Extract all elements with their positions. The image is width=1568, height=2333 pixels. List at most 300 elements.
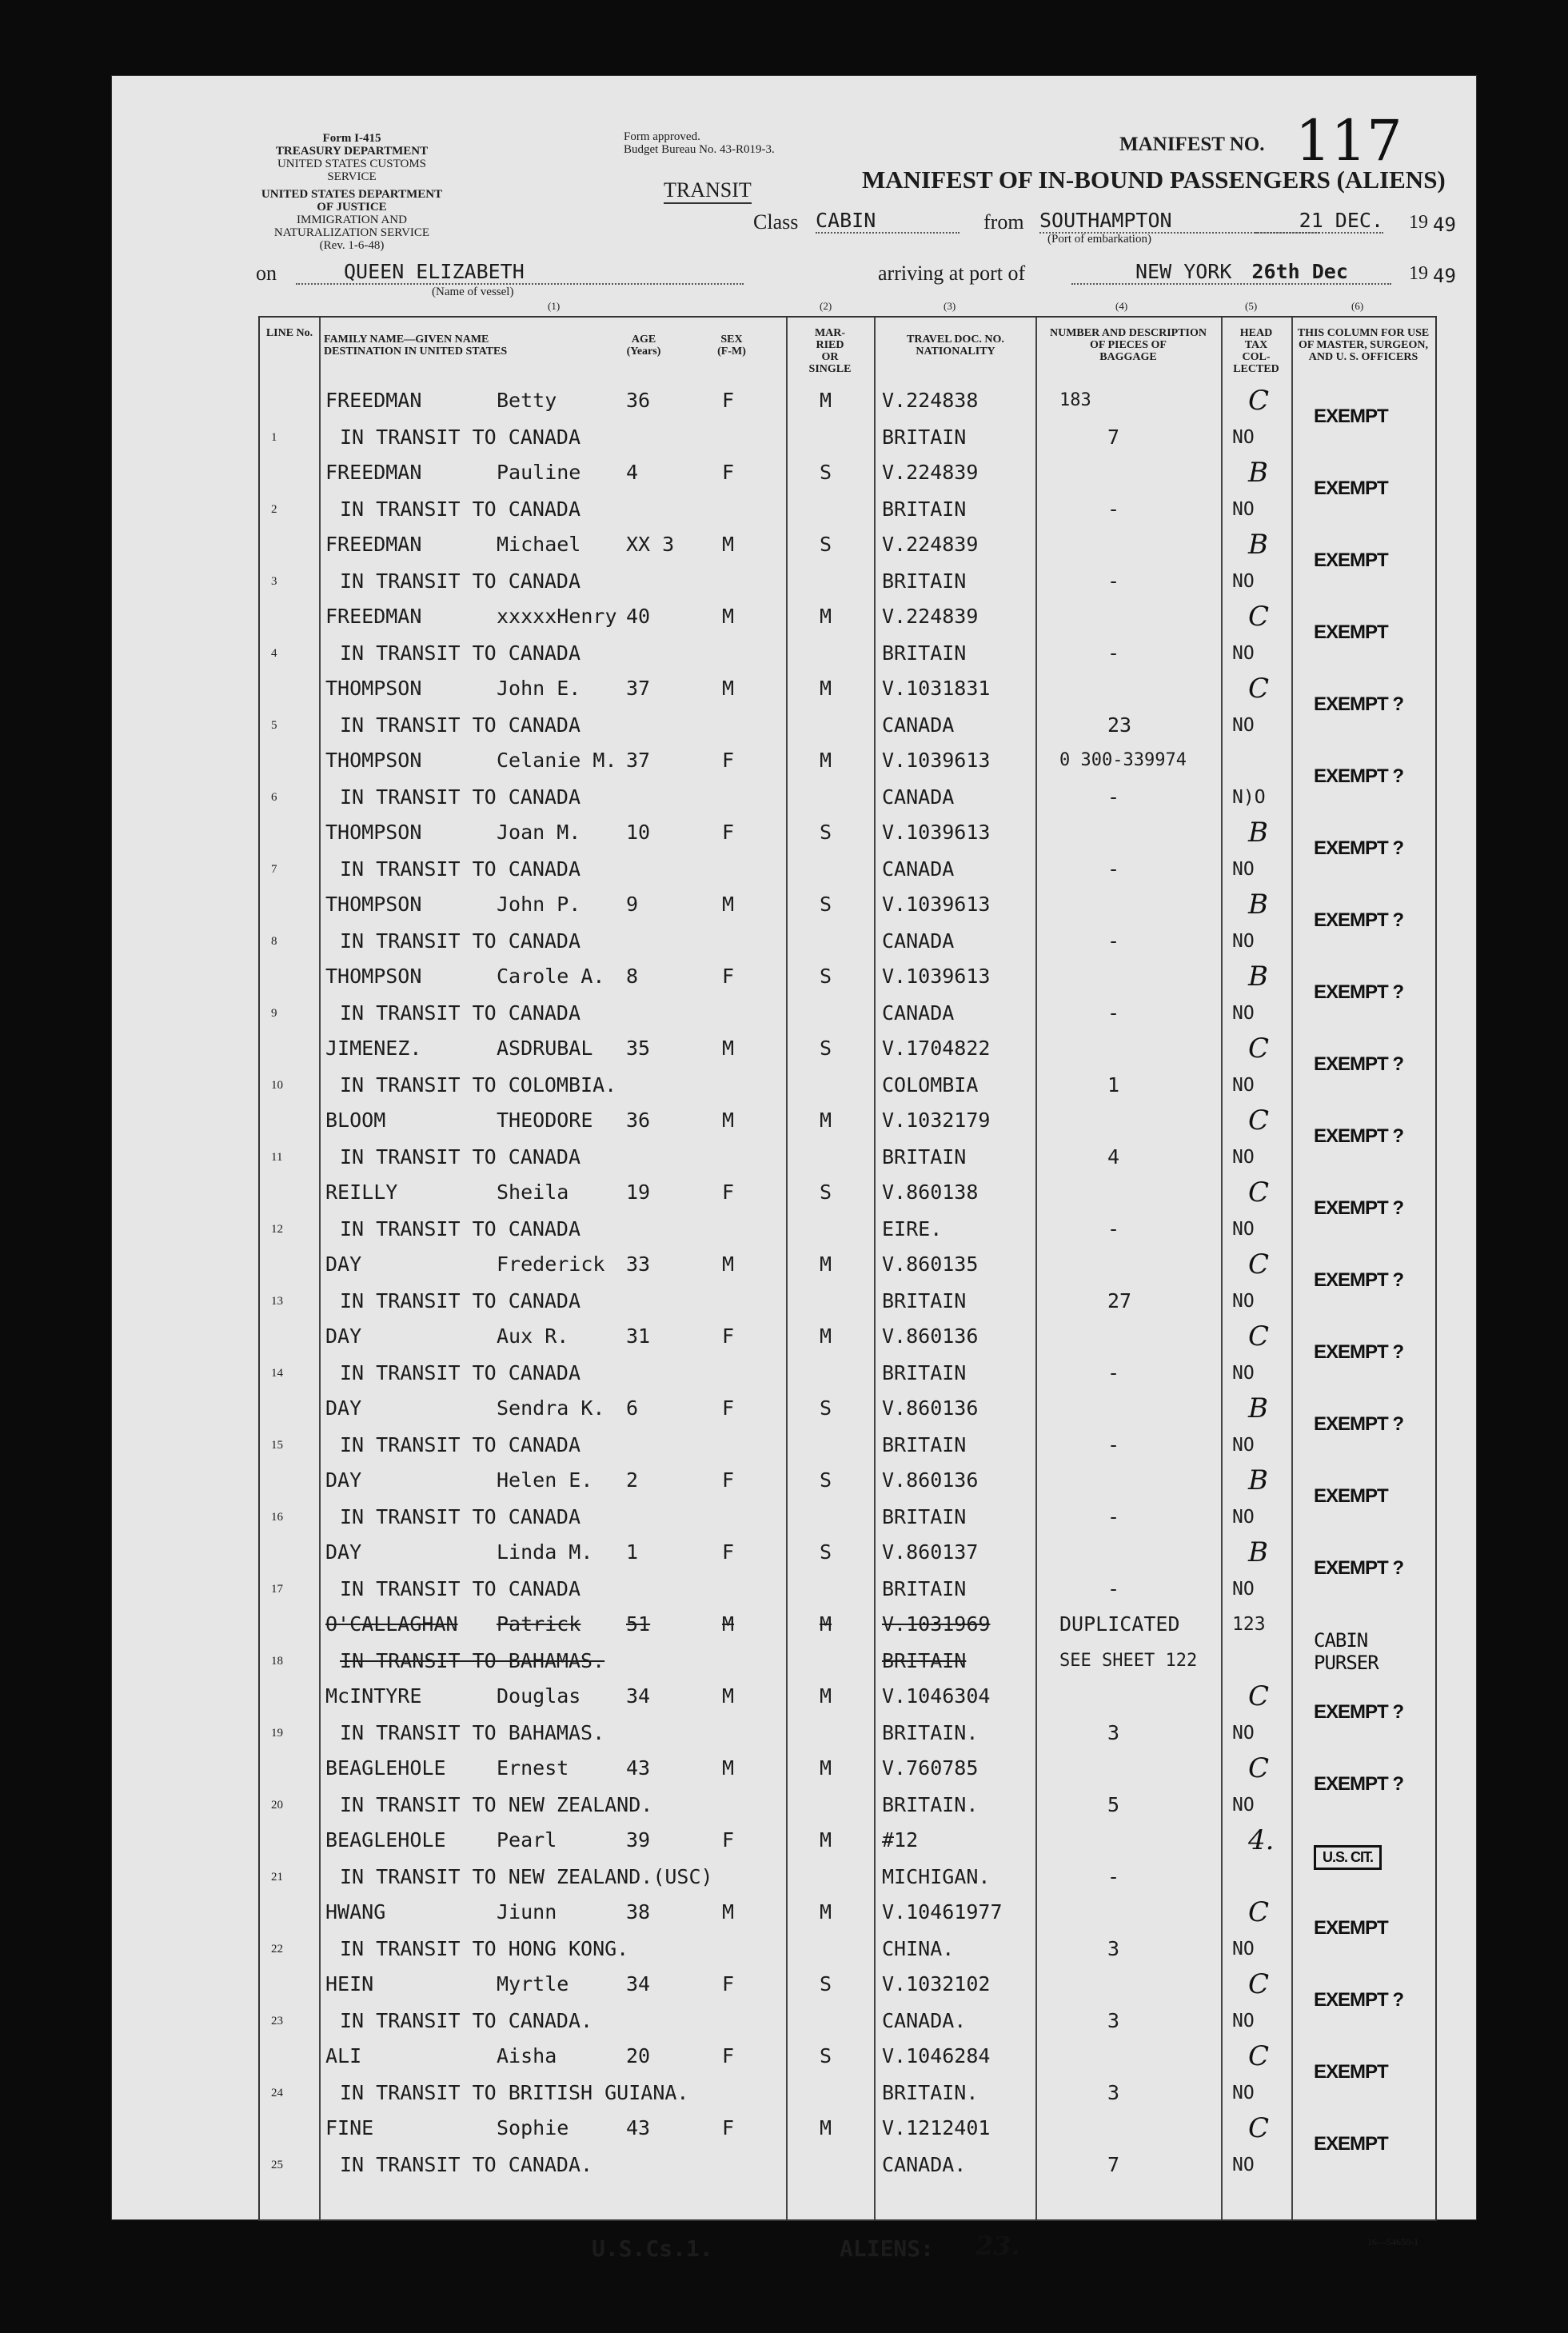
line-number: 6 [271,791,277,804]
manifest-title: MANIFEST OF IN-BOUND PASSENGERS (ALIENS) [862,166,1446,194]
line-number: 8 [271,935,277,948]
line-number: 1 [271,431,277,444]
baggage-count: - [1107,569,1120,593]
given-name: Sophie [497,2116,569,2139]
baggage-count: - [1107,497,1120,521]
line-number: 19 [271,1727,283,1740]
travel-doc-number: V.760785 [882,1756,979,1780]
family-name: THOMPSON [325,677,422,700]
officer-stamp: EXEMPT ? [1314,1701,1404,1723]
marital-status: S [820,821,832,844]
given-name: Michael [497,533,581,556]
form-header-justice [256,188,448,252]
line-number: 14 [271,1367,283,1380]
nationality: CANADA [882,929,955,953]
head-tax-value: NO [1232,1939,1255,1959]
officer-stamp: EXEMPT ? [1314,1125,1404,1147]
travel-doc-number: V.860137 [882,1540,979,1564]
age: 33 [626,1252,651,1276]
given-name: Douglas [497,1684,581,1708]
nationality: CANADA. [882,2153,967,2176]
year-prefix-1: 19 [1409,212,1428,233]
marital-status: M [820,1684,832,1708]
sex: F [722,749,735,772]
family-name: THOMPSON [325,893,422,916]
baggage-count: - [1107,1865,1120,1888]
line-number: 5 [271,719,277,732]
head-name: FAMILY NAME—GIVEN NAME DESTINATION IN UNITED STATES [324,334,508,358]
destination: IN TRANSIT TO CANADA [340,929,581,953]
destination: IN TRANSIT TO CANADA [340,1001,581,1025]
line-number: 2 [271,503,277,516]
officer-stamp: EXEMPT ? [1314,1413,1404,1435]
age: 39 [626,1828,651,1852]
family-name: DAY [325,1540,362,1564]
officer-stamp: EXEMPT ? [1314,1773,1404,1795]
sex: M [722,1684,735,1708]
table-row [260,1463,1435,1535]
table-row [260,1607,1435,1679]
marital-status: M [820,2116,832,2139]
officer-stamp: EXEMPT ? [1314,1557,1404,1579]
arriving-label: arriving at port of [878,262,1026,285]
marital-status: M [820,389,832,412]
sex: F [722,2116,735,2139]
travel-doc-number: V.1046304 [882,1684,991,1708]
table-row [260,1103,1435,1175]
family-name: DAY [325,1468,362,1492]
head-tax-mark: C [1248,1033,1270,1065]
justice-dept: UNITED STATES DEPARTMENT OF JUSTICE [261,188,443,214]
officer-stamp: EXEMPT [1314,405,1388,427]
family-name: DAY [325,1396,362,1420]
family-name: O'CALLAGHAN [325,1612,458,1636]
age: 4 [626,461,639,484]
head-tax-mark: C [1248,2040,1270,2072]
baggage-count: 23 [1107,713,1132,737]
table-row [260,2039,1435,2111]
table-row [260,1679,1435,1751]
head-tax-mark: B [1248,457,1268,489]
officer-stamp: EXEMPT [1314,621,1388,643]
line-number: 4 [271,647,277,660]
travel-doc-number: V.1212401 [882,2116,991,2139]
table-row [260,1967,1435,2039]
sex: F [722,389,735,412]
line-number: 10 [271,1079,283,1092]
table-row [260,1823,1435,1895]
travel-doc-number: V.224839 [882,605,979,628]
table-row [260,1319,1435,1391]
family-name: THOMPSON [325,821,422,844]
head-tax-value: NO [1232,427,1255,448]
nationality: BRITAIN [882,641,967,665]
table-row [260,1895,1435,1967]
destination: IN TRANSIT TO CANADA [340,1217,581,1240]
given-name: Celanie M. [497,749,617,772]
nationality: CANADA [882,785,955,809]
sex: F [722,1972,735,1995]
sex: M [722,677,735,700]
sex: F [722,1180,735,1204]
year-prefix-2: 19 [1409,263,1428,284]
given-name: Carole A. [497,965,605,988]
table-row [260,1247,1435,1319]
head-tax-value: NO [1232,1291,1255,1312]
head-tax-mark: B [1248,961,1268,993]
table-row [260,1175,1435,1247]
officer-stamp: EXEMPT ? [1314,909,1404,931]
line-number: 18 [271,1655,283,1668]
officer-stamp: EXEMPT ? [1314,1197,1404,1219]
officer-stamp: EXEMPT ? [1314,837,1404,859]
age: 34 [626,1972,651,1995]
family-name: BEAGLEHOLE [325,1828,446,1852]
family-name: BLOOM [325,1109,386,1132]
family-name: FREEDMAN [325,533,422,556]
family-name: JIMENEZ. [325,1037,422,1060]
marital-status: S [820,965,832,988]
marital-status: S [820,1037,832,1060]
baggage-count: 3 [1107,2081,1120,2104]
travel-doc-number: V.1032102 [882,1972,991,1995]
head-tax-mark: C [1248,673,1270,705]
destination: IN TRANSIT TO BRITISH GUIANA. [340,2081,689,2104]
given-name: xxxxxHenry [497,605,617,628]
line-number: 7 [271,863,277,876]
revision: (Rev. 1-6-48) [319,239,385,252]
vessel-caption: (Name of vessel) [432,286,514,298]
nationality: CHINA. [882,1937,955,1960]
footer-aliens-label: ALIENS: [840,2235,935,2262]
footer-uscs: U.S.Cs.1. [592,2235,713,2262]
marital-status: S [820,1540,832,1564]
destination: IN TRANSIT TO CANADA. [340,2153,593,2176]
given-name: Pauline [497,461,581,484]
sex: M [722,1109,735,1132]
from-label: from [983,210,1024,234]
nationality: BRITAIN. [882,1721,979,1744]
head-tax-mark: B [1248,1392,1268,1424]
head-baggage: NUMBER AND DESCRIPTION OF PIECES OF BAGGAGE [1049,327,1207,363]
nationality: COLOMBIA [882,1073,979,1097]
marital-status: S [820,1396,832,1420]
port-embark-caption: (Port of embarkation) [1047,233,1151,246]
head-tax-value: NO [1232,1075,1255,1096]
sex: M [722,605,735,628]
officer-stamp: EXEMPT ? [1314,1053,1404,1075]
age: 35 [626,1037,651,1060]
destination: IN TRANSIT TO COLOMBIA. [340,1073,617,1097]
table-row [260,743,1435,815]
date-from: 21 DEC. [1255,209,1383,234]
officer-stamp: EXEMPT ? [1314,693,1404,715]
head-married: MAR- RIED OR SINGLE [808,327,852,375]
head-tax-mark: B [1248,1536,1268,1568]
sex: F [722,1324,735,1348]
head-tax-value: NO [1232,715,1255,736]
nationality: BRITAIN. [882,1793,979,1816]
baggage-count: 1 [1107,1073,1120,1097]
budget-bureau: Budget Bureau No. 43-R019-3. [624,143,775,156]
nationality: CANADA [882,713,955,737]
form-number: Form I-415 [322,132,381,145]
line-number: 9 [271,1007,277,1020]
given-name: Jiunn [497,1900,557,1924]
nationality: BRITAIN [882,1577,967,1600]
travel-doc-number: V.1031969 [882,1612,991,1636]
sex: F [722,461,735,484]
destination: IN TRANSIT TO CANADA [340,1361,581,1384]
head-tax-value: NO [1232,2155,1255,2175]
head-tax-value: N)O [1232,787,1266,808]
family-name: BEAGLEHOLE [325,1756,446,1780]
age: 19 [626,1180,651,1204]
travel-doc-number: V.224838 [882,389,979,412]
head-tax-mark: C [1248,2112,1270,2144]
marital-status: M [820,677,832,700]
travel-doc-number: V.1031831 [882,677,991,700]
sex: M [722,1252,735,1276]
age: 1 [626,1540,639,1564]
officer-stamp: EXEMPT [1314,1485,1388,1507]
marital-status: S [820,461,832,484]
line-number: 12 [271,1223,283,1236]
officer-stamp: EXEMPT [1314,2061,1388,2083]
head-tax-value: NO [1232,859,1255,880]
nationality: MICHIGAN. [882,1865,991,1888]
destination: IN TRANSIT TO CANADA [340,1577,581,1600]
age: 51 [626,1612,651,1636]
baggage-count: - [1107,1001,1120,1025]
line-number: 17 [271,1583,283,1596]
given-name: Pearl [497,1828,557,1852]
line-number: 22 [271,1943,283,1955]
nationality: BRITAIN [882,1505,967,1528]
travel-doc-number: V.10461977 [882,1900,1003,1924]
head-tax-value: NO [1232,1363,1255,1384]
head-tax-value: NO [1232,2083,1255,2103]
sex: F [722,965,735,988]
head-tax-value: NO [1232,1507,1255,1528]
given-name: Sendra K. [497,1396,605,1420]
head-tax-mark: C [1248,1968,1270,2000]
destination: IN TRANSIT TO CANADA [340,425,581,449]
officer-stamp: EXEMPT ? [1314,1989,1404,2011]
travel-doc-number: V.860136 [882,1396,979,1420]
passenger-table [258,300,1437,2221]
nationality: BRITAIN [882,1649,967,1672]
baggage-count: 4 [1107,1145,1120,1168]
baggage-note: SEE SHEET 122 [1059,1651,1198,1671]
sex: F [722,821,735,844]
line-number: 21 [271,1871,283,1884]
family-name: FREEDMAN [325,605,422,628]
travel-doc-number: V.860136 [882,1324,979,1348]
marital-status: S [820,1180,832,1204]
head-tax-mark: B [1248,1464,1268,1496]
head-tax-value: NO [1232,1795,1255,1816]
travel-doc-number: V.860135 [882,1252,979,1276]
table-row [260,887,1435,959]
marital-status: S [820,1972,832,1995]
nationality: BRITAIN [882,1289,967,1312]
officer-stamp: EXEMPT [1314,1917,1388,1939]
destination: IN TRANSIT TO CANADA [340,569,581,593]
head-tax-mark: B [1248,529,1268,561]
officer-stamp: EXEMPT ? [1314,1269,1404,1291]
travel-doc-number: V.1039613 [882,821,991,844]
form-header-treasury [272,132,432,183]
marital-status: S [820,893,832,916]
line-number: 20 [271,1799,283,1812]
head-tax-mark: C [1248,1752,1270,1784]
head-tax: HEAD TAX COL- LECTED [1233,327,1279,375]
given-name: Frederick [497,1252,605,1276]
family-name: DAY [325,1324,362,1348]
customs-service: UNITED STATES CUSTOMS SERVICE [277,158,427,183]
given-name: Patrick [497,1612,581,1636]
head-tax-mark: 4. [1248,1824,1275,1856]
table-row [260,2111,1435,2183]
year-arrival: 49 [1433,265,1456,287]
baggage-count: 27 [1107,1289,1132,1312]
sex: F [722,1828,735,1852]
age: 10 [626,821,651,844]
age: 36 [626,389,651,412]
ins-service: IMMIGRATION AND NATURALIZATION SERVICE [273,214,430,239]
approved-text: Form approved. [624,130,700,143]
age: 2 [626,1468,639,1492]
officer-stamp: EXEMPT [1314,549,1388,571]
given-name: Helen E. [497,1468,593,1492]
sex: F [722,2044,735,2067]
year-from: 49 [1433,214,1456,236]
baggage-count: - [1107,1577,1120,1600]
travel-doc-number: V.860138 [882,1180,979,1204]
given-name: Aisha [497,2044,557,2067]
head-tax-mark: C [1248,1680,1270,1712]
age: XX 3 [626,533,675,556]
sex: F [722,1396,735,1420]
travel-doc-number: #12 [882,1828,919,1852]
head-tax-mark: C [1248,1896,1270,1928]
nationality: EIRE. [882,1217,943,1240]
table-row [260,815,1435,887]
baggage-note: 183 [1059,390,1091,410]
age: 40 [626,605,651,628]
table-row [260,1391,1435,1463]
given-name: Ernest [497,1756,569,1780]
table-row [260,959,1435,1031]
nationality: CANADA. [882,2009,967,2032]
family-name: REILLY [325,1180,398,1204]
line-number: 3 [271,575,277,588]
age: 8 [626,965,639,988]
age: 36 [626,1109,651,1132]
family-name: McINTYRE [325,1684,422,1708]
head-tax-mark: C [1248,1248,1270,1280]
nationality: CANADA [882,857,955,881]
age: 9 [626,893,639,916]
family-name: HWANG [325,1900,386,1924]
baggage-count: - [1107,785,1120,809]
family-name: THOMPSON [325,965,422,988]
age: 6 [626,1396,639,1420]
table-row [260,599,1435,671]
table-row [260,671,1435,743]
officer-stamp: EXEMPT [1314,477,1388,499]
family-name: THOMPSON [325,749,422,772]
family-name: ALI [325,2044,362,2067]
head-tax-mark: C [1248,1320,1270,1352]
age: 37 [626,749,651,772]
destination: IN TRANSIT TO NEW ZEALAND. [340,1793,653,1816]
family-name: FREEDMAN [325,461,422,484]
baggage-count: 3 [1107,1721,1120,1744]
given-name: John E. [497,677,581,700]
marital-status: M [820,749,832,772]
treasury-dept: TREASURY DEPARTMENT [275,145,429,158]
destination: IN TRANSIT TO CANADA [340,857,581,881]
head-travel-doc: TRAVEL DOC. NO. NATIONALITY [907,334,1004,358]
arrival-row [1071,260,1391,285]
head-sex: SEX (F-M) [717,334,746,358]
port-embarkation: SOUTHAMPTON [1039,209,1319,234]
arrival-port: NEW YORK [1135,260,1232,283]
baggage-note: 0 300-339974 [1059,750,1187,770]
marital-status: M [820,1109,832,1132]
family-name: FINE [325,2116,374,2139]
line-number: 11 [271,1151,283,1164]
head-tax-value: NO [1232,499,1255,520]
head-officers: THIS COLUMN FOR USE OF MASTER, SURGEON, AND U. S. OFFICERS [1297,327,1430,363]
baggage-count: - [1107,857,1120,881]
sex: M [722,1756,735,1780]
head-tax-value: NO [1232,931,1255,952]
age: 20 [626,2044,651,2067]
head-age: AGE (Years) [626,334,661,358]
baggage-count: - [1107,641,1120,665]
given-name: ASDRUBAL [497,1037,593,1060]
travel-doc-number: V.1039613 [882,749,991,772]
given-name: Joan M. [497,821,581,844]
head-tax-value: NO [1232,1723,1255,1744]
age: 43 [626,2116,651,2139]
age: 31 [626,1324,651,1348]
baggage-count: 7 [1107,2153,1120,2176]
given-name: John P. [497,893,581,916]
baggage-count: 3 [1107,1937,1120,1960]
arrival-date: 26th Dec [1251,260,1348,283]
destination: IN TRANSIT TO HONG KONG. [340,1937,629,1960]
transit-label: TRANSIT [664,178,752,204]
print-code: 16—54650-1 [1367,2236,1418,2247]
marital-status: S [820,533,832,556]
baggage-count: 5 [1107,1793,1120,1816]
family-name: FREEDMAN [325,389,422,412]
travel-doc-number: V.1039613 [882,965,991,988]
head-tax-value: NO [1232,643,1255,664]
baggage-count: 3 [1107,2009,1120,2032]
officer-stamp: U.S. CIT. [1314,1845,1382,1870]
travel-doc-number: V.1704822 [882,1037,991,1060]
sex: M [722,1037,735,1060]
age: 43 [626,1756,651,1780]
line-number: 24 [271,2087,283,2099]
marital-status: M [820,1324,832,1348]
destination: IN TRANSIT TO CANADA [340,1289,581,1312]
